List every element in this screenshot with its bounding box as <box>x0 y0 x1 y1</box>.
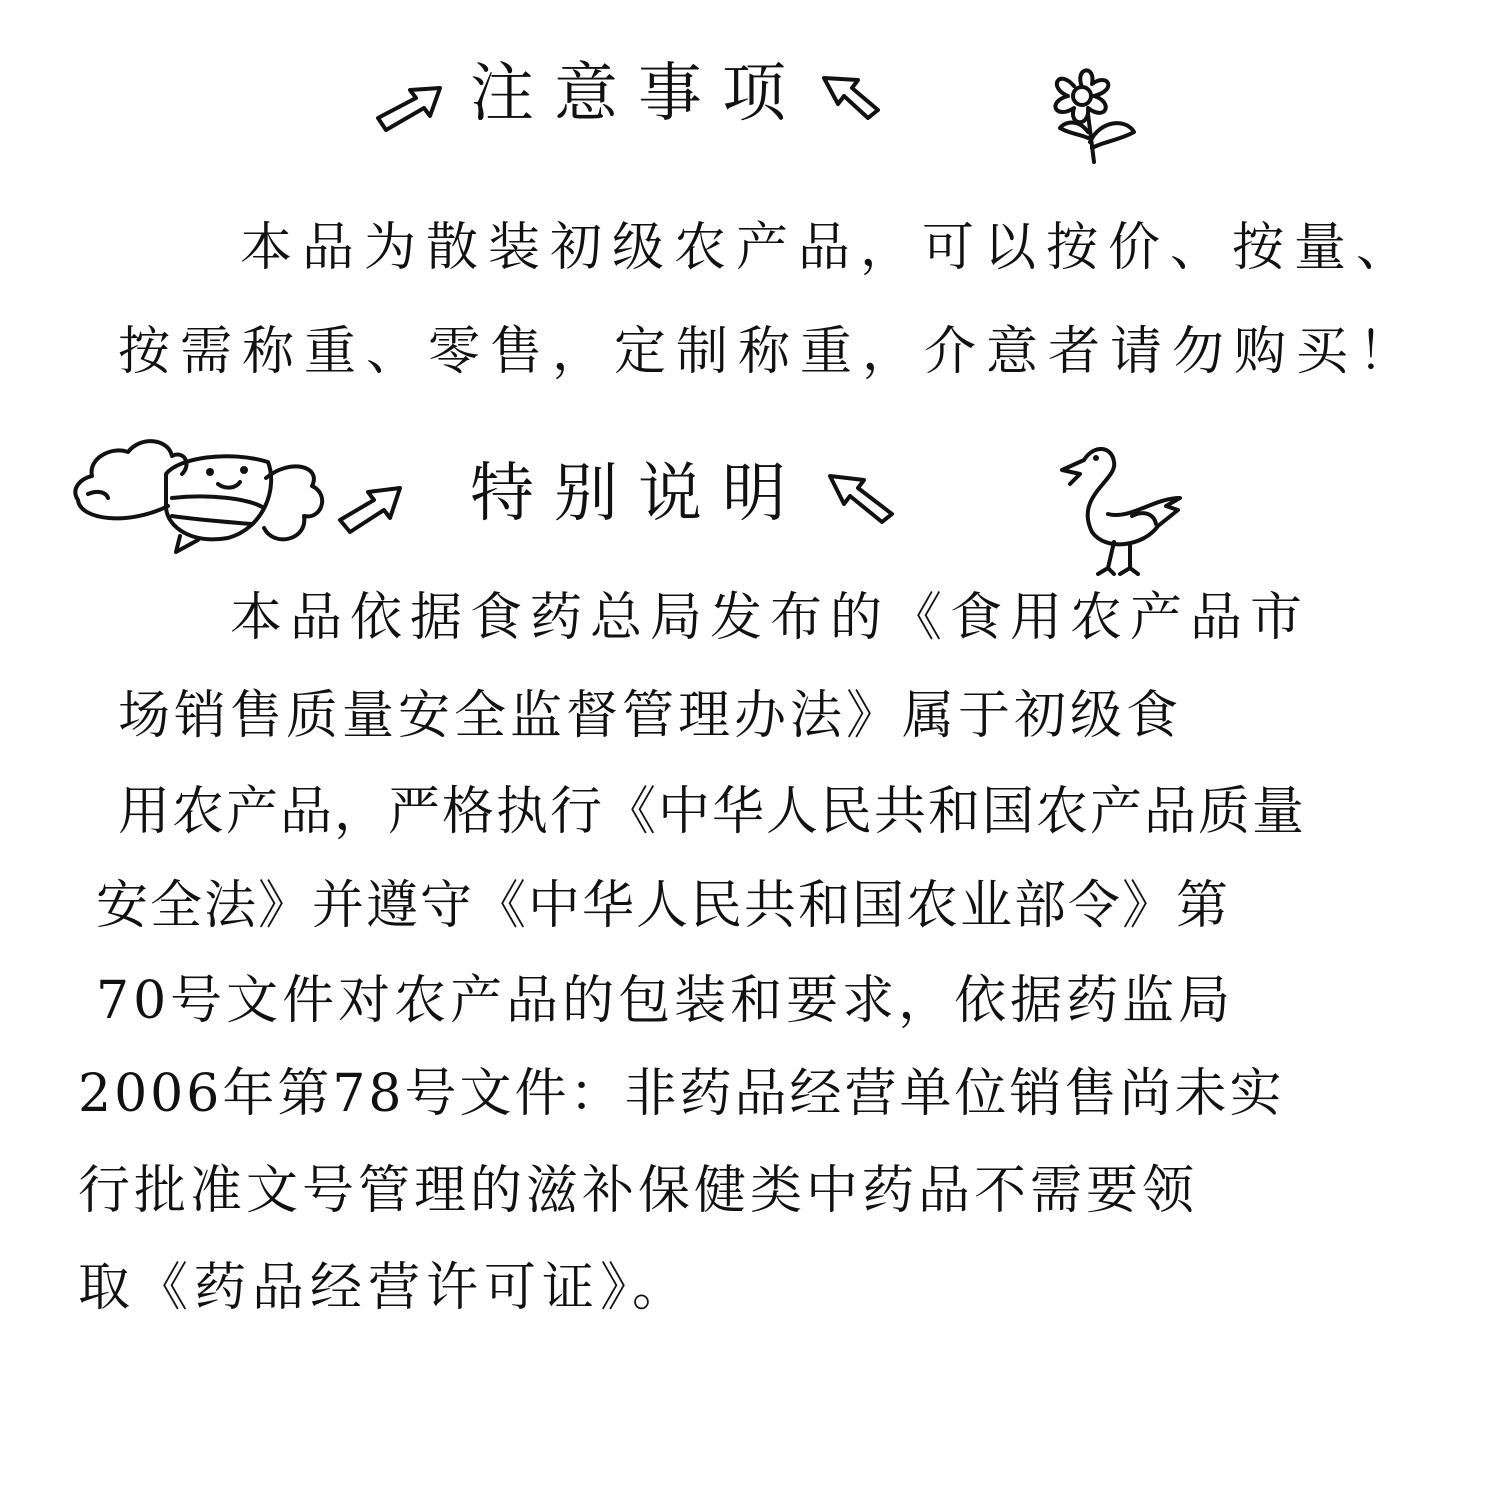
arrow-up-left-icon <box>818 68 888 128</box>
notice-line-1: 本品为散装初级农产品，可以按价、按量、 <box>240 218 1419 278</box>
notice-line-2: 按需称重、零售，定制称重，介意者请勿购买！ <box>118 322 1421 382</box>
arrow-right-icon <box>334 476 414 536</box>
notice-heading: 注意事项 <box>470 57 806 131</box>
special-line-4: 安全法》并遵守《中华人民共和国农业部令》第 <box>96 876 1231 936</box>
special-line-1: 本品依据食药总局发布的《食用农产品市 <box>230 588 1311 648</box>
arrow-right-icon <box>370 78 450 138</box>
arrow-up-left-icon <box>822 468 902 528</box>
special-line-3: 用农产品，严格执行《中华人民共和国农产品质量 <box>118 782 1307 842</box>
turtle-icon <box>68 428 338 568</box>
special-line-5: 70号文件对农产品的包装和要求，依据药监局 <box>96 971 1235 1031</box>
special-heading: 特别说明 <box>470 457 806 531</box>
special-line-2: 场销售质量安全监督管理办法》属于初级食 <box>118 686 1183 746</box>
special-line-8: 取《药品经营许可证》。 <box>78 1258 691 1318</box>
duck-icon <box>1034 440 1194 580</box>
special-line-6: 2006年第78号文件：非药品经营单位销售尚未实 <box>78 1064 1285 1124</box>
flower-icon <box>1030 62 1150 172</box>
special-line-7: 行批准文号管理的滋补保健类中药品不需要领 <box>78 1161 1199 1221</box>
